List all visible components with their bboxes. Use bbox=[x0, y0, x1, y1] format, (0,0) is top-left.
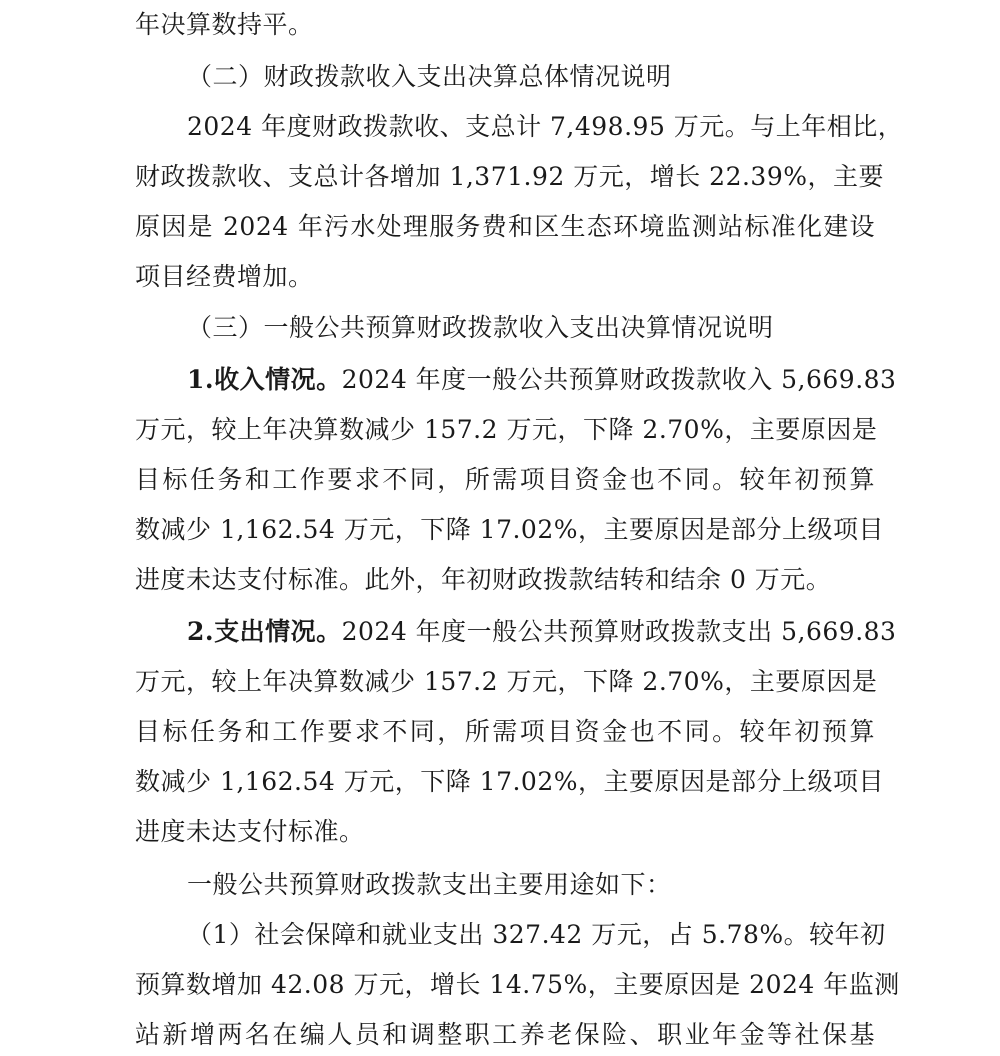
paragraph-line: 数减少 1,162.54 万元，下降 17.02%，主要原因是部分上级项目 bbox=[135, 515, 884, 544]
paragraph-line: 万元，较上年决算数减少 157.2 万元，下降 2.70%，主要原因是 bbox=[135, 415, 878, 444]
paragraph-line: （1）社会保障和就业支出 327.42 万元，占 5.78%。较年初 bbox=[187, 920, 886, 949]
paragraph-line: 一般公共预算财政拨款支出主要用途如下： bbox=[187, 870, 672, 899]
paragraph-line: 财政拨款收、支总计各增加 1,371.92 万元，增长 22.39%，主要 bbox=[135, 162, 884, 191]
paragraph-line: 预算数增加 42.08 万元，增长 14.75%，主要原因是 2024 年监测 bbox=[135, 970, 900, 999]
section-heading-3: （三）一般公共预算财政拨款收入支出决算情况说明 bbox=[187, 313, 774, 342]
paragraph-line: 进度未达支付标准。 bbox=[135, 817, 365, 846]
paragraph-line: 站新增两名在编人员和调整职工养老保险、职业年金等社保基 bbox=[135, 1020, 875, 1049]
section-heading-2: （二）财政拨款收入支出决算总体情况说明 bbox=[187, 62, 672, 91]
expense-text: 2024 年度一般公共预算财政拨款支出 5,669.83 bbox=[341, 617, 897, 646]
paragraph-line: 目标任务和工作要求不同，所需项目资金也不同。较年初预算 bbox=[135, 465, 875, 494]
paragraph-line: 2024 年度财政拨款收、支总计 7,498.95 万元。与上年相比， bbox=[187, 112, 904, 141]
income-paragraph-first-line bbox=[187, 365, 897, 395]
paragraph-line: 年决算数持平。 bbox=[135, 10, 314, 39]
paragraph-line: 万元，较上年决算数减少 157.2 万元，下降 2.70%，主要原因是 bbox=[135, 667, 878, 696]
paragraph-line: 数减少 1,162.54 万元，下降 17.02%，主要原因是部分上级项目 bbox=[135, 767, 884, 796]
income-text: 2024 年度一般公共预算财政拨款收入 5,669.83 bbox=[341, 365, 897, 394]
expense-paragraph-first-line bbox=[187, 617, 897, 647]
paragraph-line: 原因是 2024 年污水处理服务费和区生态环境监测站标准化建设 bbox=[135, 212, 875, 241]
paragraph-line: 目标任务和工作要求不同，所需项目资金也不同。较年初预算 bbox=[135, 717, 875, 746]
income-label: 1.收入情况。 bbox=[187, 365, 342, 394]
paragraph-line: 进度未达支付标准。此外，年初财政拨款结转和结余 0 万元。 bbox=[135, 565, 832, 594]
paragraph-line: 项目经费增加。 bbox=[135, 262, 314, 291]
expense-label: 2.支出情况。 bbox=[187, 617, 342, 646]
